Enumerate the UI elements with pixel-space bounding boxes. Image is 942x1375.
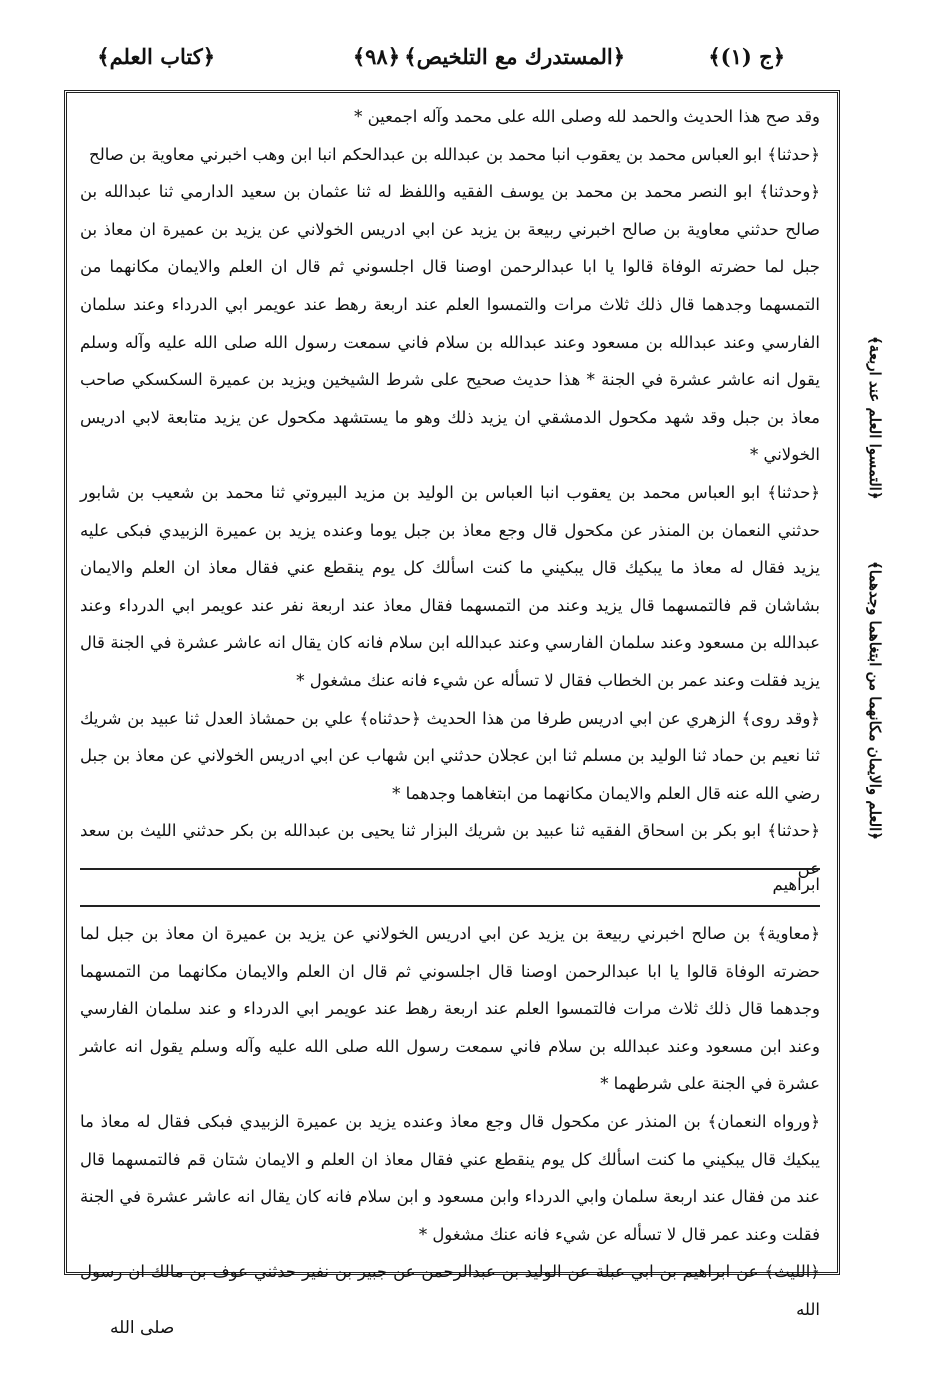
main-paragraph: وقد صح هذا الحديث والحمد لله وصلى الله على محمد وآله اجمعين *: [354, 107, 820, 126]
margin-note-upper: ﴿التمسوا العلم عند اربعة﴾: [866, 336, 884, 500]
book-title: ﴿المستدرك مع التلخيص﴾: [404, 44, 625, 69]
commentary-text: [80, 915, 820, 1329]
main-paragraph: ﴿حدثنا﴾ ابو العباس محمد بن يعقوب انبا محمد بن عبدالله بن عبدالحكم انبا ابن وهب اخبرني معاوية بن صالح: [89, 144, 820, 164]
margin-note-lower: ﴿العلم والايمان مكانهما من ابتغاهما وجدهما﴾: [866, 560, 884, 840]
main-paragraph: ﴿وحدثنا﴾ ابو النصر محمد بن محمد بن يوسف الفقيه واللفظ له ثنا عثمان بن سعيد الدارمي ثنا عبدالله بن صالح حدثني معاوية بن صالح اخبرني ربيعة بن يزيد عن ابي ادريس الخولاني عن يزيد بن عميرة ان معاذ بن جبل لما حضرته الوفاة قالوا يا ابا عبدالرحمن اوصنا قال اجلسوني ثم قال ان العلم والايمان مكانهما من التمسهما وجدهما قال ذلك ثلاث مرات والتمسوا العلم عند اربعة رهط عند عويمر ابي الدرداء وعند سلمان الفارسي وعند عبدالله بن مسعود وعند عبدالله بن سلام فاني سمعت رسول الله صلى الله عليه وآله وسلم يقول انه عاشر عشرة في الجنة * هذا حديث صحيح على شرط الشيخين ويزيد بن عميرة السكسكي صاحب معاذ بن جبل وقد شهد مكحول الدمشقي ان يزيد ذلك وهو ما يستشهد مكحول عن يزيد متابعة لابي ادريس الخولاني *: [80, 182, 820, 465]
main-text: [80, 98, 820, 887]
catchword: صلى الله: [110, 1318, 175, 1338]
main-paragraph: ﴿وقد روى﴾ الزهري عن ابي ادريس طرفا من هذا الحديث ﴿حدثناه﴾ علي بن حمشاذ العدل ثنا عبيد بن شريك ثنا نعيم بن حماد ثنا الوليد بن مسلم ثنا ابن عجلان حدثني ابن شهاب عن ابي ادريس الخولاني عن معاذ بن جبل رضي الله عنه قال العلم والايمان مكانهما من ابتغاهما وجدهما *: [80, 708, 820, 803]
commentary-paragraph: ﴿الليث﴾ عن ابراهيم بن ابي عبلة عن الوليد بن عبدالرحمن عن جبير بن نفير حدثني عوف بن مالك ان رسول الله: [80, 1262, 820, 1319]
section-title: ﴿كتاب العلم﴾: [97, 44, 215, 69]
page-header: [95, 44, 795, 84]
commentary-heading: ابراهيم: [772, 875, 820, 894]
main-paragraph: ﴿حدثنا﴾ ابو بكر بن اسحاق الفقيه ثنا عبيد بن شريك البزار ثنا يحيى بن عبدالله بن بكر حدثني الليث بن سعد عن: [80, 821, 820, 878]
commentary-paragraph: ﴿معاوية﴾ بن صالح اخبرني ربيعة بن يزيد عن ابي ادريس الخولاني عن يزيد بن عميرة ان معاذ بن جبل لما حضرته الوفاة قالوا يا ابا عبدالرحمن اوصنا قال اجلسوني ثم قال ان العلم والايمان مكانهما من التمسهما وجدهما قال ذلك ثلاث مرات فالتمسوا العلم عند اربعة رهط عند عويمر ابي الدرداء و عند سلمان الفارسي وعند ابن مسعود وعند عبدالله بن سلام فاني سمعت رسول الله صلى الله عليه وآله وسلم يقول انه عاشر عشرة في الجنة على شرطهما *: [80, 924, 820, 1094]
main-paragraph: ﴿حدثنا﴾ ابو العباس محمد بن يعقوب انبا العباس بن الوليد بن مزيد البيروتي ثنا محمد بن شعيب بن شابور حدثني النعمان بن المنذر عن مكحول قال وجع معاذ بن جبل يوما وعنده يزيد بن عميرة الزبيدي فبكى عليه يزيد فقال له معاذ ما يبكيك قال يبكيني ما كنت اسألك كل يوم ينقطع عني فقال معاذ ان العلم والايمان بشاشان قم فالتمسهما قال يزيد وعند من التمسهما فقال معاذ عند اربعة نفر عند عويمر ابي الدرداء وعند عبدالله بن مسعود وعند سلمان الفارسي وعند عبدالله ابن سلام فانه كان يقال انه عاشر عشرة في الجنة قال يزيد فقلت وعند عمر بن الخطاب فقال لا تسأله عن شيء فانه عنك مشغول *: [80, 482, 820, 690]
commentary-paragraph: ﴿ورواه النعمان﴾ بن المنذر عن مكحول قال وجع معاذ وعنده يزيد بن عميرة الزبيدي فبكى فقال له معاذ ما يبكيك قال يبكيني ما كنت اسألك كل يوم ينقطع عني فقال معاذ ان العلم و الايمان شتان قم فالتمسهما قال عند من فقال عند اربعة سلمان وابي الدرداء وابن مسعود و ابن سلام فانه كان يقال انه عاشر عشرة في الجنة فقلت وعند عمر قال لا تسأله عن شيء فانه عنك مشغول *: [80, 1111, 820, 1244]
commentary-divider: [80, 905, 820, 907]
page-number: ﴿٩٨﴾: [352, 44, 400, 69]
volume-label: ﴿ج (١)﴾: [708, 44, 785, 69]
section-divider: [80, 868, 820, 870]
